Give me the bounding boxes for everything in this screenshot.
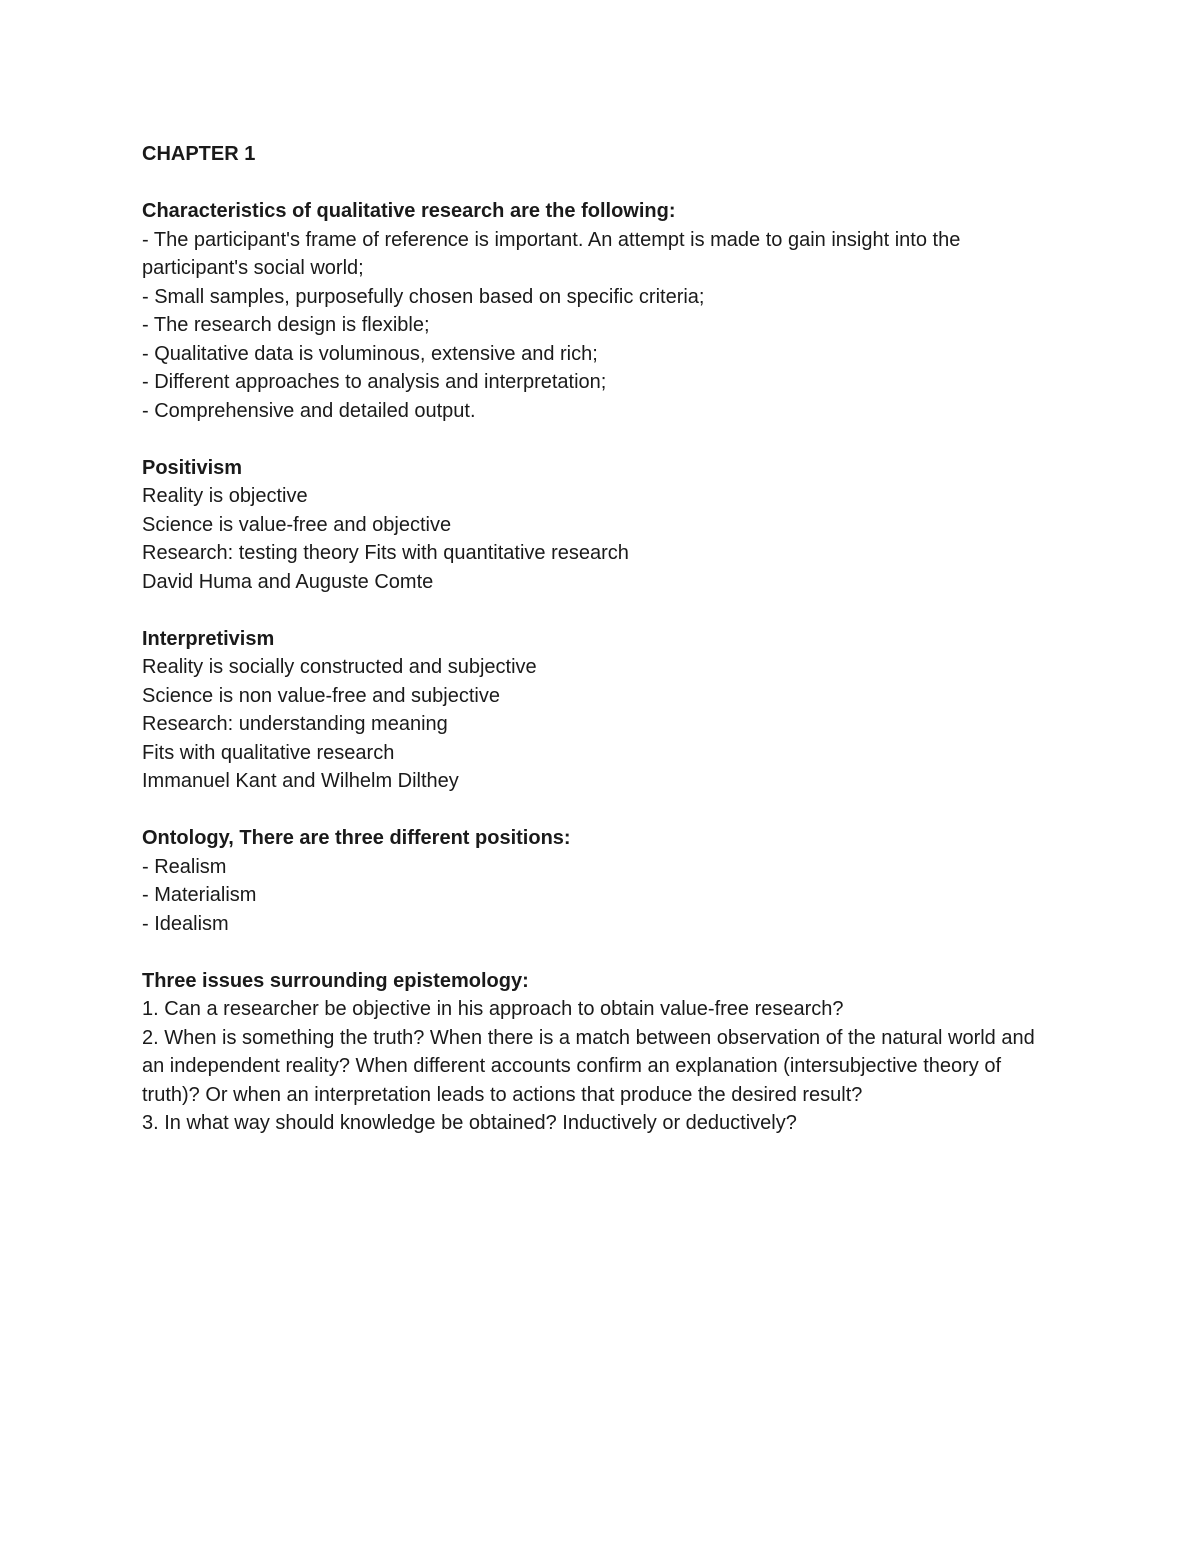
text-line: Research: understanding meaning (142, 713, 448, 735)
text-line: - Different approaches to analysis and interpretation; (142, 371, 607, 393)
text-line: Science is non value-free and subjective (142, 684, 500, 707)
section-title: Ontology, There are three different positions: (142, 827, 571, 849)
text-line: 3. In what way should knowledge be obtained? Inductively or deductively? (142, 1112, 797, 1134)
text-line: - Qualitative data is voluminous, extensive and rich; (142, 342, 598, 365)
text-line: - The research design is flexible; (142, 314, 430, 336)
section-title: Interpretivism (142, 627, 275, 650)
text-line: Reality is objective (142, 485, 308, 507)
chapter-title: CHAPTER 1 (142, 143, 256, 165)
text-line: - Realism (142, 855, 227, 878)
text-line: - Materialism (142, 884, 257, 906)
section-qualitative-characteristics (142, 197, 1042, 425)
section-ontology (142, 824, 1042, 938)
text-line: Research: testing theory Fits with quantitative research (142, 542, 629, 564)
text-line: 2. When is something the truth? When there is a match between observation of the natural world and an independent reality? When different accounts confirm an explanation (intersubjective theory of truth)? Or when an interpretation leads to actions that produce the desired result? (142, 1026, 1035, 1106)
text-line: Immanuel Kant and Wilhelm Dilthey (142, 770, 459, 792)
section-epistemology (142, 967, 1042, 1138)
text-line: Reality is socially constructed and subjective (142, 656, 537, 678)
text-line: - Comprehensive and detailed output. (142, 399, 476, 422)
section-positivism (142, 454, 1042, 597)
section-title: Positivism (142, 456, 243, 479)
text-line: - Idealism (142, 912, 229, 935)
text-line: David Huma and Auguste Comte (142, 570, 434, 593)
section-interpretivism (142, 625, 1042, 796)
text-line: - The participant's frame of reference is important. An attempt is made to gain insight into the participant's social world; (142, 228, 961, 279)
section-title: Three issues surrounding epistemology: (142, 969, 529, 992)
text-line: Science is value-free and objective (142, 513, 452, 536)
text-line: 1. Can a researcher be objective in his approach to obtain value-free research? (142, 998, 844, 1020)
text-line: - Small samples, purposefully chosen based on specific criteria; (142, 285, 705, 308)
text-line: Fits with qualitative research (142, 741, 395, 764)
section-title: Characteristics of qualitative research are the following: (142, 200, 676, 222)
document-content (142, 140, 1042, 1138)
